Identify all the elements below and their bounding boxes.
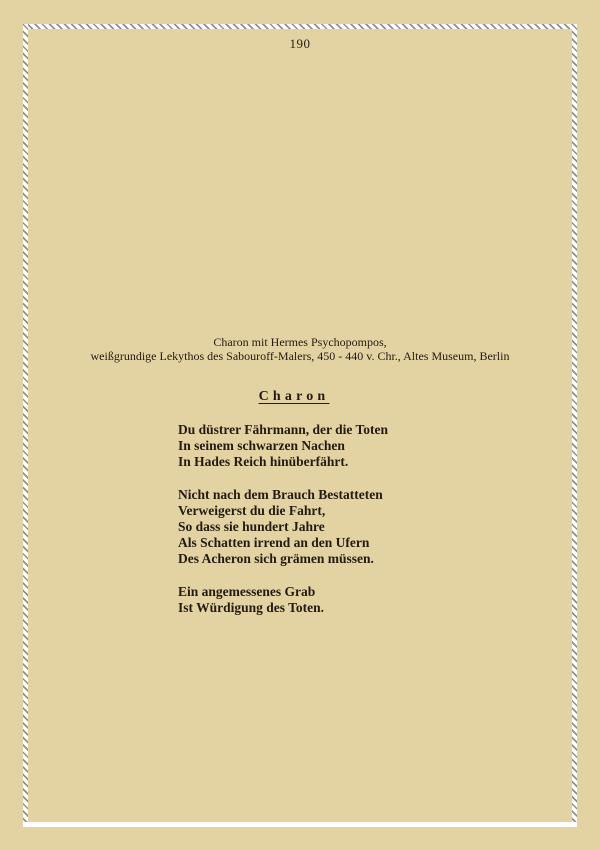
page-frame-border-bottom [23,822,577,827]
page-number: 190 [289,36,311,51]
poem-line: Ist Würdigung des Toten. [178,600,325,615]
poem-line: Verweigerst du die Fahrt, [178,503,326,518]
page-frame-border-right [572,24,577,827]
poem-line: Ein angemessenes Grab [178,584,316,599]
poem-line: In seinem schwarzen Nachen [178,438,345,453]
caption-line-1: Charon mit Hermes Psychopompos, [213,335,387,349]
poem-line: In Hades Reich hinüberfährt. [178,454,349,469]
poem-stanza [178,584,388,616]
poem-line: Du düstrer Fährmann, der die Toten [178,422,389,437]
page-frame-border-left [23,24,28,827]
image-caption [0,336,600,363]
poem-line: Nicht nach dem Brauch Bestatteten [178,487,383,502]
poem-title: Charon [258,389,330,404]
poem-stanza [178,487,388,567]
poem-line: Des Acheron sich grämen müssen. [178,551,374,566]
poem-stanza [178,422,388,470]
caption-line-2: weißgrundige Lekythos des Sabouroff-Malers, 450 - 440 v. Chr., Altes Museum, Berlin [90,348,510,363]
poem-line: Als Schatten irrend an den Ufern [178,535,370,550]
page-frame-border-top [24,24,577,29]
poem-body [178,422,388,633]
poem-line: So dass sie hundert Jahre [178,519,325,534]
